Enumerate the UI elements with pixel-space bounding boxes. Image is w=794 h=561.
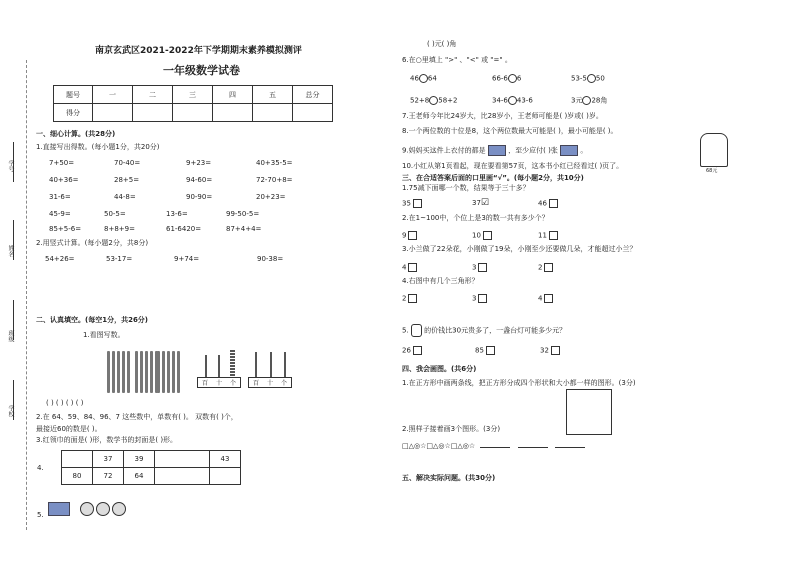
choice: 32 — [540, 346, 560, 356]
calc-item: 70-40= — [114, 159, 141, 167]
answer-checkbox[interactable] — [478, 263, 487, 272]
sidebar-name: 姓名 — [7, 245, 14, 257]
compare-circle[interactable] — [419, 74, 428, 83]
section3-title: 三、在合适答案后面的口里画“√”。(每小题2分，共10分) — [402, 174, 584, 182]
score-header: 四 — [213, 86, 253, 104]
section2-title: 二、认真填空。(每空1分，共26分) — [36, 316, 149, 324]
calc-item: 94-60= — [186, 176, 213, 184]
s3-q5: 5. 的价钱比30元贵多了，一盏台灯可能多少元？ — [402, 324, 566, 337]
score-cell[interactable] — [93, 104, 133, 122]
shape-pattern: □△◎☆□△◎☆□△◎☆ — [402, 442, 585, 451]
checked-checkbox[interactable]: ☑ — [480, 198, 489, 208]
calc-item: 40+35-5= — [256, 159, 293, 167]
choice: 37☑ — [472, 198, 489, 208]
stick-bundle — [155, 351, 181, 393]
banknote-icon — [488, 145, 506, 156]
q6: 6.在○里填上 ">" 、"<" 或 "=" 。 — [402, 56, 512, 64]
sec1-q1: 1.直接写出得数。(每小题1分，共20分) — [36, 143, 160, 151]
compare-circle[interactable] — [587, 74, 596, 83]
calc-item: 9+23= — [186, 159, 212, 167]
choice: 2 — [538, 263, 553, 273]
exam-title: 南京玄武区2021-2022年下学期期末素养模拟测评 — [95, 46, 302, 56]
choice: 3 — [472, 263, 487, 273]
answer-line[interactable] — [480, 447, 510, 448]
calc-item: 85+5-6= — [49, 225, 82, 233]
answer-checkbox[interactable] — [413, 346, 422, 355]
s3-q2: 2.在1~100中，个位上是3的数一共有多少个？ — [402, 214, 549, 222]
choice: 46 — [538, 199, 558, 209]
answer-checkbox[interactable] — [549, 231, 558, 240]
answer-checkbox[interactable] — [544, 263, 553, 272]
s4-q2: 2.照样子接着画3个图形。(3分) — [402, 425, 501, 433]
answer-checkbox[interactable] — [551, 346, 560, 355]
answer-checkbox[interactable] — [549, 199, 558, 208]
sec2-q5: 5. — [37, 511, 44, 519]
sec2-q4: 4. — [37, 464, 44, 472]
student-info-sidebar — [4, 60, 24, 520]
answer-line[interactable] — [518, 447, 548, 448]
s3-q3: 3.小兰做了22朵花，小刚做了19朵，小刚至少还要做几朵，才能超过小兰？ — [402, 245, 637, 253]
sec1-q2: 2.用竖式计算。(每小题2分，共8分) — [36, 239, 149, 247]
choice: 35 — [402, 199, 422, 209]
calc-item: 99-50-5= — [226, 210, 260, 218]
answer-checkbox[interactable] — [408, 294, 417, 303]
stick-bundle — [105, 351, 131, 393]
choice: 26 — [402, 346, 422, 356]
coat-price: 68元 — [706, 168, 718, 174]
calc-item: 45-9= — [49, 210, 71, 218]
seq-cell: 72 — [93, 468, 124, 485]
exam-subtitle: 一年级数学试卷 — [163, 64, 240, 77]
vertical-calc: 90-38= — [257, 255, 284, 263]
calc-item: 90-90= — [186, 193, 213, 201]
abacus-base: 百 十 个 — [248, 377, 292, 388]
vertical-calc: 54+26= — [45, 255, 75, 263]
score-cell[interactable] — [293, 104, 333, 122]
sec2-q1: 1.看图写数。 — [83, 331, 125, 339]
answer-checkbox[interactable] — [544, 294, 553, 303]
score-label: 得分 — [54, 104, 93, 122]
calc-item: 20+23= — [256, 193, 286, 201]
calc-item: 44-8= — [114, 193, 136, 201]
choice: 2 — [402, 294, 417, 304]
abacus-beads — [230, 350, 235, 378]
seq-cell: 64 — [124, 468, 155, 485]
answer-blanks[interactable]: ( ) ( ) ( ) ( ) — [46, 399, 84, 407]
money-answer-line[interactable]: ( )元( )角 — [427, 40, 457, 48]
choice: 10 — [472, 231, 492, 241]
number-sequence-table — [61, 450, 241, 485]
seq-cell: 80 — [62, 468, 93, 485]
seq-cell[interactable] — [155, 451, 210, 468]
choice: 4 — [538, 294, 553, 304]
q9: 9.妈妈买这件上衣付的都是 ，至少应付( )张 。 — [402, 146, 588, 155]
score-cell[interactable] — [253, 104, 293, 122]
sidebar-school: 学校 — [7, 405, 14, 417]
coat-icon — [700, 133, 728, 167]
coin-icon — [96, 502, 110, 516]
calc-item: 61-6420= — [166, 225, 202, 233]
vertical-calc: 53-17= — [106, 255, 133, 263]
sidebar-class: 班级 — [7, 330, 14, 342]
score-header: 二 — [133, 86, 173, 104]
calc-item: 13-6= — [166, 210, 188, 218]
section4-title: 四、我会画图。(共6分) — [402, 365, 477, 373]
answer-checkbox[interactable] — [486, 346, 495, 355]
calc-item: 40+36= — [49, 176, 79, 184]
seq-cell[interactable] — [155, 468, 210, 485]
calc-item: 28+5= — [114, 176, 140, 184]
score-header: 一 — [93, 86, 133, 104]
sec2-q2: 2.在 64、59、84、96、7 这些数中，单数有( )。 双数有( )个， — [36, 413, 238, 421]
compare-item: 3元 28角 — [571, 96, 608, 105]
q8: 8.一个两位数的十位是8，这个两位数最大可能是( )，最小可能是( )。 — [402, 127, 618, 135]
choice: 9 — [402, 231, 417, 241]
vertical-calc: 9+74= — [174, 255, 200, 263]
seq-cell: 43 — [210, 451, 241, 468]
answer-checkbox[interactable] — [408, 231, 417, 240]
calc-item: 87+4+4= — [226, 225, 262, 233]
seq-cell[interactable] — [210, 468, 241, 485]
calc-item: 7+50= — [49, 159, 75, 167]
answer-checkbox[interactable] — [408, 263, 417, 272]
section5-title: 五、解决实际问题。(共30分) — [402, 474, 496, 482]
score-table — [53, 85, 333, 122]
seq-cell[interactable] — [62, 451, 93, 468]
score-cell[interactable] — [133, 104, 173, 122]
choice: 4 — [402, 263, 417, 273]
score-header: 三 — [173, 86, 213, 104]
answer-checkbox[interactable] — [478, 294, 487, 303]
compare-item: 53-5 50 — [571, 74, 605, 83]
compare-item: 46 64 — [410, 74, 437, 83]
coin-icon — [112, 502, 126, 516]
sec2-q2-cont: 最接近60的数是( )。 — [36, 425, 102, 433]
compare-item: 66-6 6 — [492, 74, 522, 83]
s3-q4: 4.右图中有几个三角形？ — [402, 277, 479, 285]
compare-item: 34-6 43-6 — [492, 96, 533, 105]
choice: 3 — [472, 294, 487, 304]
q10: 10.小红从第1页看起，现在要看第57页，这本书小红已经看过( )页了。 — [402, 162, 624, 170]
score-header: 五 — [253, 86, 293, 104]
coin-icon — [80, 502, 94, 516]
calc-item: 8+8+9= — [104, 225, 135, 233]
calc-item: 50-5= — [104, 210, 126, 218]
drawing-square[interactable] — [566, 389, 612, 435]
seq-cell: 37 — [93, 451, 124, 468]
compare-circle[interactable] — [508, 74, 517, 83]
seq-cell: 39 — [124, 451, 155, 468]
score-cell[interactable] — [173, 104, 213, 122]
s4-q1: 1.在正方形中画两条线，把正方形分成四个形状和大小都一样的图形。(3分) — [402, 379, 636, 387]
answer-checkbox[interactable] — [483, 231, 492, 240]
sec2-q3: 3.红领巾的面是( )形，数学书的封面是( )形。 — [36, 436, 178, 444]
score-cell[interactable] — [213, 104, 253, 122]
desk-lamp-icon — [411, 324, 422, 337]
calc-item: 31-6= — [49, 193, 71, 201]
compare-item: 52+8 58+2 — [410, 96, 458, 105]
calc-item: 72-70+8= — [256, 176, 293, 184]
banknote-icon — [560, 145, 578, 156]
compare-circle[interactable] — [429, 96, 438, 105]
s3-q1: 1.75减下面哪一个数，结果等于三十多？ — [402, 184, 530, 192]
section1-title: 一、细心计算。(共28分) — [36, 130, 116, 138]
score-header: 题号 — [54, 86, 93, 104]
sidebar-student-id: 学号 — [7, 160, 14, 172]
banknote-icon — [48, 502, 70, 516]
abacus-base: 百 十 个 — [197, 377, 241, 388]
compare-circle[interactable] — [508, 96, 517, 105]
choice: 11 — [538, 231, 558, 241]
answer-line[interactable] — [555, 447, 585, 448]
binding-margin-line — [26, 60, 27, 530]
q7: 7.王老师今年比24岁大，比28岁小，王老师可能是( )岁或( )岁。 — [402, 112, 603, 120]
choice: 85 — [475, 346, 495, 356]
score-header: 总分 — [293, 86, 333, 104]
answer-checkbox[interactable] — [413, 199, 422, 208]
